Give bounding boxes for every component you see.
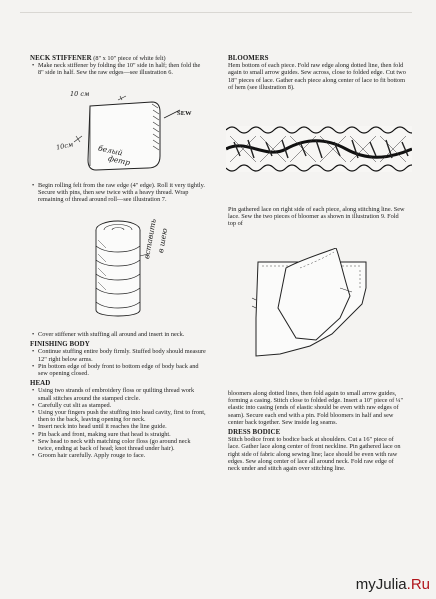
- bloomers-heading: BLOOMERS: [228, 55, 269, 62]
- head-step-6: • Sew head to neck with matching color floss (go around neck twice, ending at back of head; knot thread under hair).: [30, 438, 206, 452]
- neck-stiffener-note: (8" x 10" piece of white felt): [93, 55, 166, 62]
- right-column-middle: [228, 206, 406, 228]
- illustration6-felt-label-1: белый: [97, 143, 124, 158]
- illustration-lace: [226, 120, 412, 178]
- bloomers-paragraph-2: Pin gathered lace on right side of each piece, along stitching line. Sew lace. Sew the two pieces of bloomer as shown in illustration 9. Fold top of: [228, 206, 405, 228]
- illustration6-sew-label: SEW: [177, 110, 192, 117]
- head-step-5: • Pin back and front, making sure that head is straight.: [30, 431, 206, 438]
- head-step-2: • Carefully cut slit as stamped.: [30, 402, 206, 409]
- neck-stiffener-heading: NECK STIFFENER: [30, 55, 92, 62]
- top-divider: [20, 12, 412, 13]
- finishing-body-step-1: • Continue stuffing entire body firmly. Stuffed body should measure 12" right below arms.: [30, 348, 206, 362]
- finishing-body-heading: FINISHING BODY: [30, 341, 90, 349]
- head-step-4: • Insert neck into head until it reaches the line guide.: [30, 423, 206, 430]
- right-column-lower: [228, 390, 406, 472]
- illustration-bloomer-pieces: [240, 248, 372, 370]
- watermark-julia: Julia: [375, 576, 407, 593]
- illustration6-left-label: 10см: [55, 140, 74, 152]
- watermark-my: my: [355, 576, 376, 593]
- neck-stiffener-step-1: • Make neck stiffener by folding the 10" side in half; then fold the 8" side in half. Sew the raw edges—see illustration 6.: [30, 62, 206, 76]
- dress-bodice-paragraph: Stitch bodice front to bodice back at shoulders. Cut a 16" piece of lace. Gather lace along center of front neckline. Pin gathered lace on right side of fabric along sewing line; lace should be even with raw edges. Sew along center of lace all around neck. Fold raw edge of neck under and stitch again over stitching line.: [228, 436, 401, 473]
- illustration7-label-1: вставить: [142, 218, 158, 260]
- watermark-ru: .Ru: [406, 576, 430, 593]
- neck-stiffener-step-2: • Begin rolling felt from the raw edge (4" edge). Roll it very tightly. Secure with pins, then sew twice with a heavy thread. Wrap remaining of thread around roll—see illustration 7.: [30, 182, 206, 204]
- illustration7-label-2: в шею: [156, 227, 170, 254]
- bloomers-paragraph-3: bloomers along dotted lines, then fold again to small arrow guides, forming a casing. Stitch close to folded edge. Insert a 10" piece of ¼" elastic into casing (ends of elastic should be even with raw edges of seam). Secure each end with a pin. Fold bloomers in half and sew center back together. Sew inside leg seams.: [228, 390, 404, 426]
- site-watermark: [356, 576, 430, 593]
- neck-stiffener-heading-line: [30, 55, 206, 62]
- right-column-top: [228, 55, 406, 91]
- illustration-folded-felt: [60, 88, 190, 183]
- illustration6-felt-label-2: фетр: [107, 153, 131, 168]
- bloomers-paragraph-1: Hem bottom of each piece. Fold raw edge along dotted line, then fold again to small arrow guides. Sew across, close to folded edge. Cut two 18" pieces of lace. Gather each piece along center of lace to fit bottom of hem (see illustration 8).: [228, 62, 406, 91]
- illustration6-top-label: 10 см: [70, 90, 90, 98]
- head-step-7: • Groom hair carefully. Apply rouge to face.: [30, 452, 206, 459]
- finishing-body-step-2: • Pin bottom edge of body front to bottom edge of body back and sew opening closed.: [30, 363, 206, 377]
- left-column-lower: [30, 331, 206, 459]
- head-step-3: • Using your fingers push the stuffing into head cavity, first to front, then to the back, leaving opening for neck.: [30, 409, 206, 423]
- dress-bodice-heading: DRESS BODICE: [228, 429, 281, 437]
- head-heading: HEAD: [30, 380, 51, 388]
- left-column: [30, 55, 206, 77]
- neck-stiffener-step-3: • Cover stiffener with stuffing all around and insert in neck.: [30, 331, 206, 338]
- left-column-step-2: [30, 182, 206, 204]
- head-step-1: • Using two strands of embroidery floss or quilting thread work small stitches around the stamped circle.: [30, 387, 206, 401]
